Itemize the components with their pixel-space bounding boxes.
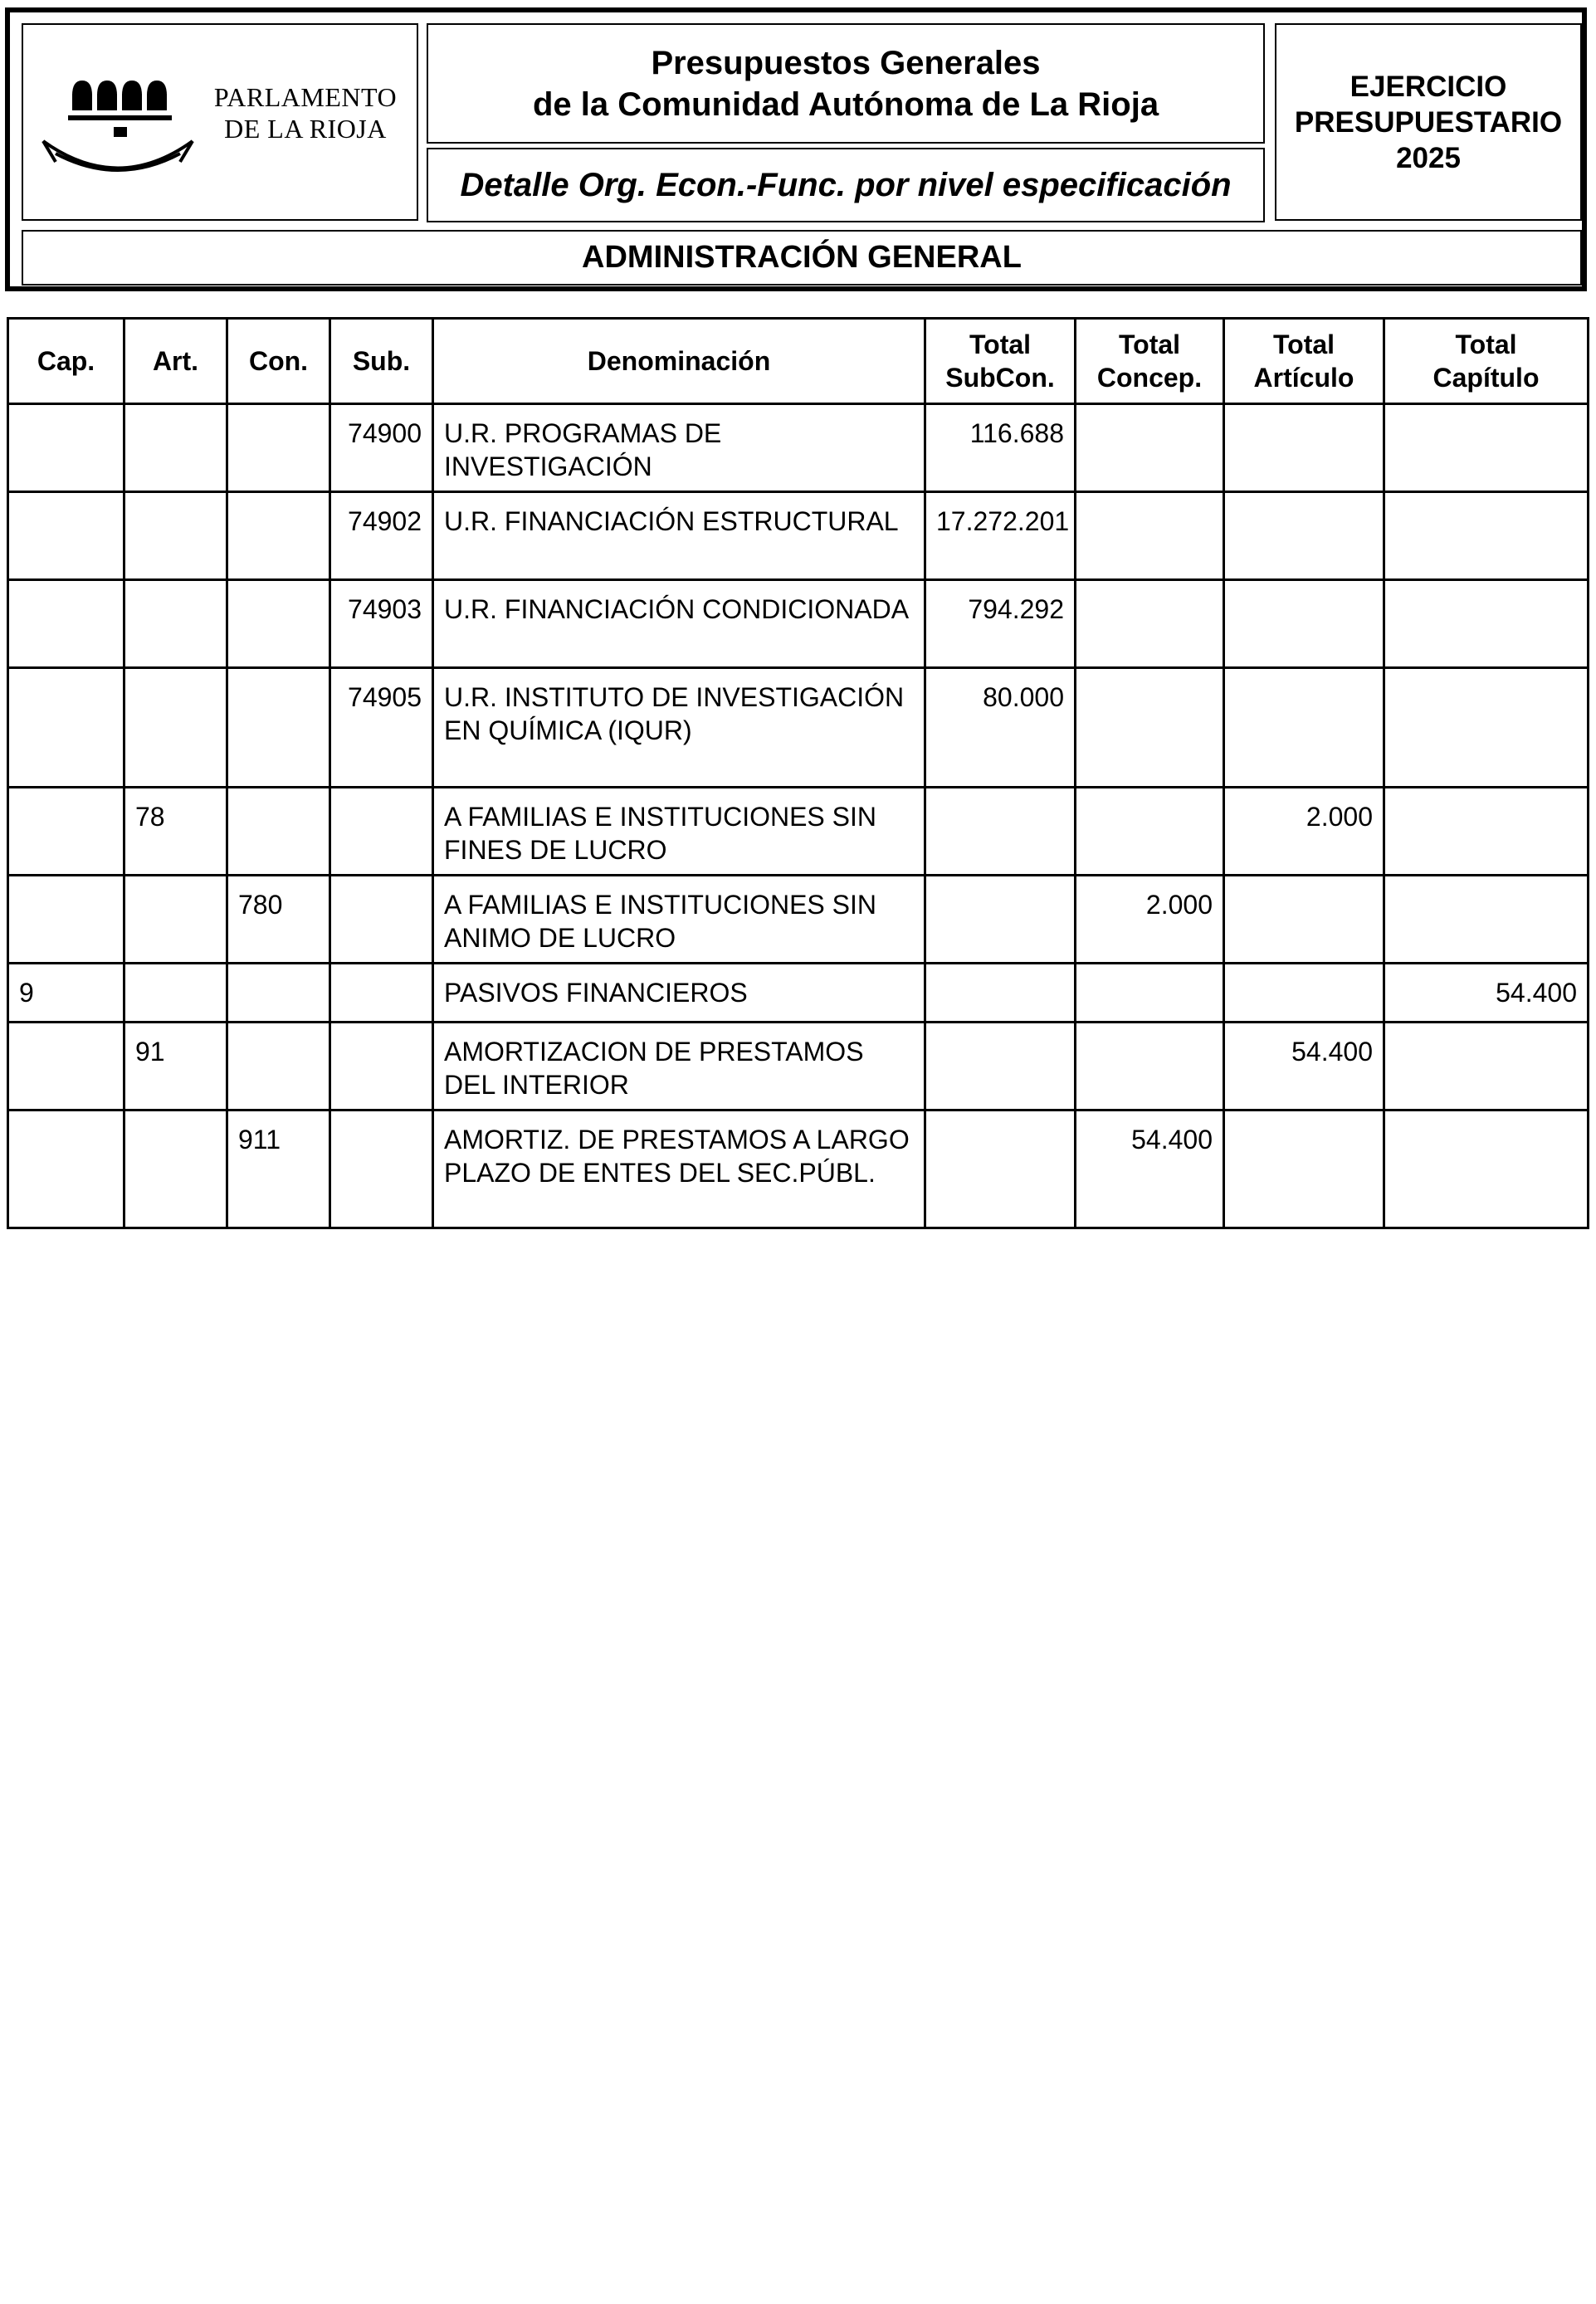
cell-sub: [330, 788, 433, 876]
fiscal-year-box: [1275, 23, 1582, 221]
cell-total-articulo: 54.400: [1224, 1023, 1384, 1111]
cell-con: [227, 788, 330, 876]
cell-total-concep: [1076, 788, 1224, 876]
cell-total-concep: 2.000: [1076, 876, 1224, 964]
table-row: [8, 964, 1589, 1023]
column-header-total-capitulo: [1384, 319, 1589, 404]
cell-denominacion: AMORTIZ. DE PRESTAMOS A LARGO PLAZO DE ENTES DEL SEC.PÚBL.: [433, 1111, 925, 1228]
cell-cap: [8, 492, 124, 580]
cell-denominacion: U.R. INSTITUTO DE INVESTIGACIÓN EN QUÍMICA (IQUR): [433, 668, 925, 788]
cell-total-subcon: [925, 876, 1076, 964]
column-header-total-concep-line2: Concep.: [1096, 363, 1203, 393]
fiscal-year-line1: EJERCICIO: [1350, 70, 1507, 103]
column-header-total-concep: [1076, 319, 1224, 404]
cell-con: [227, 404, 330, 492]
fiscal-year-value: 2025: [1396, 141, 1461, 174]
cell-con: [227, 492, 330, 580]
table-row: [8, 580, 1589, 668]
cell-total-articulo: 2.000: [1224, 788, 1384, 876]
cell-total-subcon: 116.688: [925, 404, 1076, 492]
column-header-total-articulo-line1: Total: [1272, 329, 1335, 359]
cell-total-concep: [1076, 1023, 1224, 1111]
cell-sub: 74902: [330, 492, 433, 580]
column-header-total-subcon: [925, 319, 1076, 404]
table-row: [8, 492, 1589, 580]
cell-total-concep: [1076, 580, 1224, 668]
cell-denominacion: U.R. FINANCIACIÓN ESTRUCTURAL: [433, 492, 925, 580]
section-box: [22, 230, 1582, 286]
cell-denominacion: A FAMILIAS E INSTITUCIONES SIN ANIMO DE LUCRO: [433, 876, 925, 964]
cell-denominacion: PASIVOS FINANCIEROS: [433, 964, 925, 1023]
column-header-total-subcon-line2: SubCon.: [945, 363, 1055, 393]
table-row: [8, 788, 1589, 876]
cell-total-subcon: 794.292: [925, 580, 1076, 668]
cell-total-concep: [1076, 492, 1224, 580]
cell-cap: [8, 1023, 124, 1111]
cell-art: 91: [124, 1023, 227, 1111]
cell-total-articulo: [1224, 492, 1384, 580]
cell-con: [227, 580, 330, 668]
cell-total-capitulo: [1384, 1111, 1589, 1228]
cell-total-capitulo: [1384, 1023, 1589, 1111]
cell-sub: 74900: [330, 404, 433, 492]
table-row: [8, 1111, 1589, 1228]
cell-sub: [330, 1111, 433, 1228]
cell-total-articulo: [1224, 876, 1384, 964]
cell-total-articulo: [1224, 964, 1384, 1023]
cell-total-articulo: [1224, 1111, 1384, 1228]
column-header-con: Con.: [227, 319, 330, 404]
table-header-row: [8, 319, 1589, 404]
cell-cap: [8, 404, 124, 492]
cell-total-articulo: [1224, 580, 1384, 668]
cell-sub: [330, 876, 433, 964]
subtitle-box: [427, 148, 1265, 222]
title-box: [427, 23, 1265, 144]
document-header: [5, 7, 1587, 291]
cell-total-subcon: 17.272.201: [925, 492, 1076, 580]
logo-box: [22, 23, 418, 221]
cell-art: [124, 964, 227, 1023]
subtitle: Detalle Org. Econ.-Func. por nivel especificación: [460, 166, 1232, 203]
cell-total-subcon: [925, 964, 1076, 1023]
cell-con: 780: [227, 876, 330, 964]
column-header-total-articulo-line2: Artículo: [1253, 363, 1354, 393]
cell-total-capitulo: [1384, 876, 1589, 964]
column-header-total-concep-line1: Total: [1118, 329, 1181, 359]
table-row: [8, 668, 1589, 788]
cell-total-capitulo: [1384, 668, 1589, 788]
cell-art: [124, 876, 227, 964]
organization-name: [206, 81, 405, 144]
cell-cap: [8, 876, 124, 964]
cell-total-subcon: [925, 1111, 1076, 1228]
cell-sub: [330, 964, 433, 1023]
cell-con: [227, 668, 330, 788]
cell-art: [124, 580, 227, 668]
table-row: [8, 876, 1589, 964]
cell-total-subcon: [925, 788, 1076, 876]
cell-cap: [8, 1111, 124, 1228]
cell-total-concep: [1076, 668, 1224, 788]
cell-sub: 74903: [330, 580, 433, 668]
cell-total-capitulo: [1384, 404, 1589, 492]
cell-total-capitulo: [1384, 492, 1589, 580]
cell-sub: 74905: [330, 668, 433, 788]
cell-art: [124, 1111, 227, 1228]
column-header-total-capitulo-line1: Total: [1455, 329, 1517, 359]
column-header-total-capitulo-line2: Capítulo: [1432, 363, 1540, 393]
cell-total-subcon: 80.000: [925, 668, 1076, 788]
column-header-total-subcon-line1: Total: [969, 329, 1032, 359]
cell-total-concep: [1076, 404, 1224, 492]
cell-art: [124, 404, 227, 492]
cell-total-concep: [1076, 964, 1224, 1023]
cell-art: [124, 668, 227, 788]
cell-con: [227, 964, 330, 1023]
cell-total-subcon: [925, 1023, 1076, 1111]
title-line2: de la Comunidad Autónoma de La Rioja: [532, 85, 1159, 123]
column-header-denominacion: Denominación: [433, 319, 925, 404]
cell-total-capitulo: 54.400: [1384, 964, 1589, 1023]
cell-denominacion: U.R. PROGRAMAS DE INVESTIGACIÓN: [433, 404, 925, 492]
cell-sub: [330, 1023, 433, 1111]
cell-total-capitulo: [1384, 580, 1589, 668]
cell-art: [124, 492, 227, 580]
table-body: [8, 404, 1589, 1228]
table-row: [8, 1023, 1589, 1111]
cell-denominacion: U.R. FINANCIACIÓN CONDICIONADA: [433, 580, 925, 668]
cell-cap: [8, 788, 124, 876]
parliament-emblem-icon: [35, 62, 201, 187]
column-header-cap: Cap.: [8, 319, 124, 404]
cell-total-capitulo: [1384, 788, 1589, 876]
cell-cap: [8, 580, 124, 668]
cell-cap: 9: [8, 964, 124, 1023]
column-header-art: Art.: [124, 319, 227, 404]
cell-cap: [8, 668, 124, 788]
budget-table: [7, 317, 1589, 1229]
cell-denominacion: AMORTIZACION DE PRESTAMOS DEL INTERIOR: [433, 1023, 925, 1111]
cell-total-concep: 54.400: [1076, 1111, 1224, 1228]
cell-total-articulo: [1224, 668, 1384, 788]
cell-art: 78: [124, 788, 227, 876]
title-line1: Presupuestos Generales: [651, 44, 1041, 81]
column-header-total-articulo: [1224, 319, 1384, 404]
organization-name-line1: PARLAMENTO: [213, 82, 398, 112]
cell-con: 911: [227, 1111, 330, 1228]
cell-denominacion: A FAMILIAS E INSTITUCIONES SIN FINES DE LUCRO: [433, 788, 925, 876]
organization-name-line2: DE LA RIOJA: [224, 114, 387, 144]
fiscal-year-line2: PRESUPUESTARIO: [1294, 105, 1563, 139]
column-header-sub: Sub.: [330, 319, 433, 404]
table-row: [8, 404, 1589, 492]
cell-total-articulo: [1224, 404, 1384, 492]
cell-con: [227, 1023, 330, 1111]
section-title: ADMINISTRACIÓN GENERAL: [582, 240, 1022, 275]
